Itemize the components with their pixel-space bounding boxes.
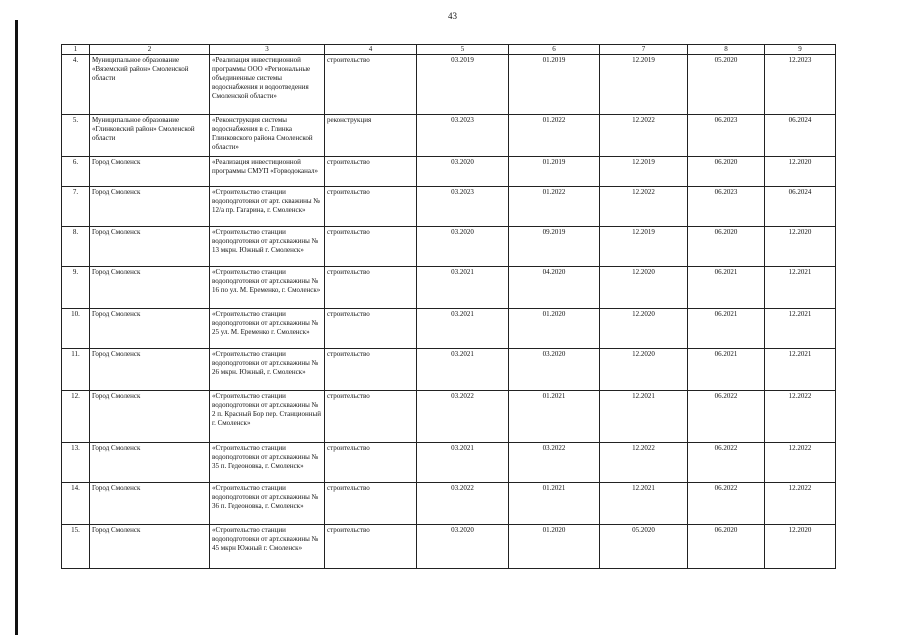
date-cell: 05.2020	[688, 55, 765, 115]
municipality-cell: Город Смоленск	[90, 443, 210, 483]
work-type-cell: строительство	[325, 227, 417, 267]
work-type-cell: строительство	[325, 391, 417, 443]
date-cell: 12.2020	[765, 227, 836, 267]
row-number: 8.	[62, 227, 90, 267]
date-cell: 12.2021	[600, 391, 688, 443]
project-cell: «Строительство станции водоподготовки от арт.скважины № 13 мкрн. Южный г. Смоленск»	[210, 227, 325, 267]
project-cell: «Реконструкция системы водоснабжения в с. Глинка Глинковского района Смоленской области»	[210, 115, 325, 157]
table-row	[62, 55, 836, 115]
date-cell: 12.2022	[765, 443, 836, 483]
date-cell: 01.2021	[509, 391, 600, 443]
date-cell: 12.2020	[765, 157, 836, 187]
project-cell: «Строительство станции водоподготовки от арт.скважины № 36 п. Гедеоновка, г. Смоленск»	[210, 483, 325, 525]
date-cell: 04.2020	[509, 267, 600, 309]
table-row	[62, 267, 836, 309]
date-cell: 03.2021	[417, 267, 509, 309]
date-cell: 06.2024	[765, 115, 836, 157]
municipality-cell: Муниципальное образование «Глинковский район» Смоленской области	[90, 115, 210, 157]
column-header: 2	[90, 45, 210, 55]
work-type-cell: строительство	[325, 55, 417, 115]
date-cell: 03.2022	[417, 391, 509, 443]
date-cell: 12.2019	[600, 227, 688, 267]
date-cell: 01.2021	[509, 483, 600, 525]
project-cell: «Строительство станции водоподготовки от арт.скважины № 26 мкрн. Южный, г. Смоленск»	[210, 349, 325, 391]
date-cell: 06.2021	[688, 309, 765, 349]
work-type-cell: строительство	[325, 267, 417, 309]
date-cell: 12.2019	[600, 55, 688, 115]
column-header: 1	[62, 45, 90, 55]
date-cell: 01.2020	[509, 525, 600, 569]
date-cell: 05.2020	[600, 525, 688, 569]
column-header: 9	[765, 45, 836, 55]
date-cell: 03.2020	[417, 227, 509, 267]
project-cell: «Строительство станции водоподготовки от арт.скважины № 35 п. Гедеоновка, г. Смоленск»	[210, 443, 325, 483]
date-cell: 06.2022	[688, 443, 765, 483]
date-cell: 06.2023	[688, 187, 765, 227]
date-cell: 06.2023	[688, 115, 765, 157]
date-cell: 06.2022	[688, 391, 765, 443]
municipality-cell: Город Смоленск	[90, 525, 210, 569]
date-cell: 03.2020	[509, 349, 600, 391]
municipality-cell: Муниципальное образование «Вяземский район» Смоленской области	[90, 55, 210, 115]
table-row	[62, 227, 836, 267]
date-cell: 03.2022	[509, 443, 600, 483]
date-cell: 01.2019	[509, 157, 600, 187]
date-cell: 06.2020	[688, 227, 765, 267]
date-cell: 06.2021	[688, 349, 765, 391]
date-cell: 01.2022	[509, 187, 600, 227]
date-cell: 01.2019	[509, 55, 600, 115]
date-cell: 06.2024	[765, 187, 836, 227]
column-header: 5	[417, 45, 509, 55]
projects-table	[61, 44, 836, 569]
work-type-cell: строительство	[325, 525, 417, 569]
row-number: 11.	[62, 349, 90, 391]
table-body	[62, 55, 836, 569]
municipality-cell: Город Смоленск	[90, 391, 210, 443]
work-type-cell: реконструкция	[325, 115, 417, 157]
row-number: 12.	[62, 391, 90, 443]
column-header: 3	[210, 45, 325, 55]
date-cell: 12.2020	[600, 267, 688, 309]
work-type-cell: строительство	[325, 443, 417, 483]
date-cell: 03.2023	[417, 115, 509, 157]
project-cell: «Реализация инвестиционной программы СМУП «Горводоканал»	[210, 157, 325, 187]
date-cell: 12.2020	[765, 525, 836, 569]
table-row	[62, 115, 836, 157]
table-row	[62, 483, 836, 525]
column-header: 6	[509, 45, 600, 55]
date-cell: 12.2023	[765, 55, 836, 115]
date-cell: 12.2019	[600, 157, 688, 187]
municipality-cell: Город Смоленск	[90, 187, 210, 227]
column-header: 8	[688, 45, 765, 55]
row-number: 7.	[62, 187, 90, 227]
date-cell: 12.2021	[600, 483, 688, 525]
work-type-cell: строительство	[325, 157, 417, 187]
date-cell: 12.2021	[765, 309, 836, 349]
date-cell: 12.2022	[765, 483, 836, 525]
municipality-cell: Город Смоленск	[90, 349, 210, 391]
date-cell: 12.2022	[600, 187, 688, 227]
municipality-cell: Город Смоленск	[90, 267, 210, 309]
municipality-cell: Город Смоленск	[90, 227, 210, 267]
table-row	[62, 157, 836, 187]
project-cell: «Строительство станции водоподготовки от арт.скважины № 25 ул. М. Еременко г. Смоленск»	[210, 309, 325, 349]
table-row	[62, 525, 836, 569]
page-edge-bar	[15, 20, 18, 635]
municipality-cell: Город Смоленск	[90, 309, 210, 349]
table-row	[62, 309, 836, 349]
row-number: 10.	[62, 309, 90, 349]
date-cell: 06.2021	[688, 267, 765, 309]
table-row	[62, 187, 836, 227]
work-type-cell: строительство	[325, 309, 417, 349]
date-cell: 03.2022	[417, 483, 509, 525]
row-number: 9.	[62, 267, 90, 309]
date-cell: 06.2022	[688, 483, 765, 525]
date-cell: 06.2020	[688, 525, 765, 569]
row-number: 6.	[62, 157, 90, 187]
table-header-row	[62, 45, 836, 55]
column-header: 4	[325, 45, 417, 55]
date-cell: 12.2020	[600, 309, 688, 349]
table-row	[62, 349, 836, 391]
municipality-cell: Город Смоленск	[90, 483, 210, 525]
date-cell: 06.2020	[688, 157, 765, 187]
work-type-cell: строительство	[325, 187, 417, 227]
column-header: 7	[600, 45, 688, 55]
work-type-cell: строительство	[325, 483, 417, 525]
work-type-cell: строительство	[325, 349, 417, 391]
date-cell: 03.2021	[417, 443, 509, 483]
date-cell: 12.2020	[600, 349, 688, 391]
date-cell: 03.2020	[417, 525, 509, 569]
date-cell: 01.2020	[509, 309, 600, 349]
date-cell: 03.2021	[417, 309, 509, 349]
table-row	[62, 391, 836, 443]
date-cell: 03.2020	[417, 157, 509, 187]
row-number: 13.	[62, 443, 90, 483]
row-number: 15.	[62, 525, 90, 569]
date-cell: 12.2022	[600, 443, 688, 483]
row-number: 4.	[62, 55, 90, 115]
date-cell: 01.2022	[509, 115, 600, 157]
municipality-cell: Город Смоленск	[90, 157, 210, 187]
date-cell: 12.2022	[600, 115, 688, 157]
project-cell: «Строительство станции водоподготовки от арт.скважины № 16 по ул. М. Еременко, г. Смоленск»	[210, 267, 325, 309]
date-cell: 09.2019	[509, 227, 600, 267]
date-cell: 12.2021	[765, 267, 836, 309]
project-cell: «Реализация инвестиционной программы ООО «Региональные объединенные системы водоснабжения и водоотведения Смоленской области»	[210, 55, 325, 115]
page-number: 43	[448, 11, 457, 21]
date-cell: 03.2023	[417, 187, 509, 227]
project-cell: «Строительство станции водоподготовки от арт.скважины № 2 п. Красный Бор пер. Станционный г. Смоленск»	[210, 391, 325, 443]
date-cell: 03.2019	[417, 55, 509, 115]
row-number: 5.	[62, 115, 90, 157]
date-cell: 03.2021	[417, 349, 509, 391]
date-cell: 12.2022	[765, 391, 836, 443]
project-cell: «Строительство станции водоподготовки от арт.скважины № 45 мкрн Южный г. Смоленск»	[210, 525, 325, 569]
project-cell: «Строительство станции водоподготовки от арт. скважины № 12/а пр. Гагарина, г. Смоленск»	[210, 187, 325, 227]
table-row	[62, 443, 836, 483]
date-cell: 12.2021	[765, 349, 836, 391]
row-number: 14.	[62, 483, 90, 525]
